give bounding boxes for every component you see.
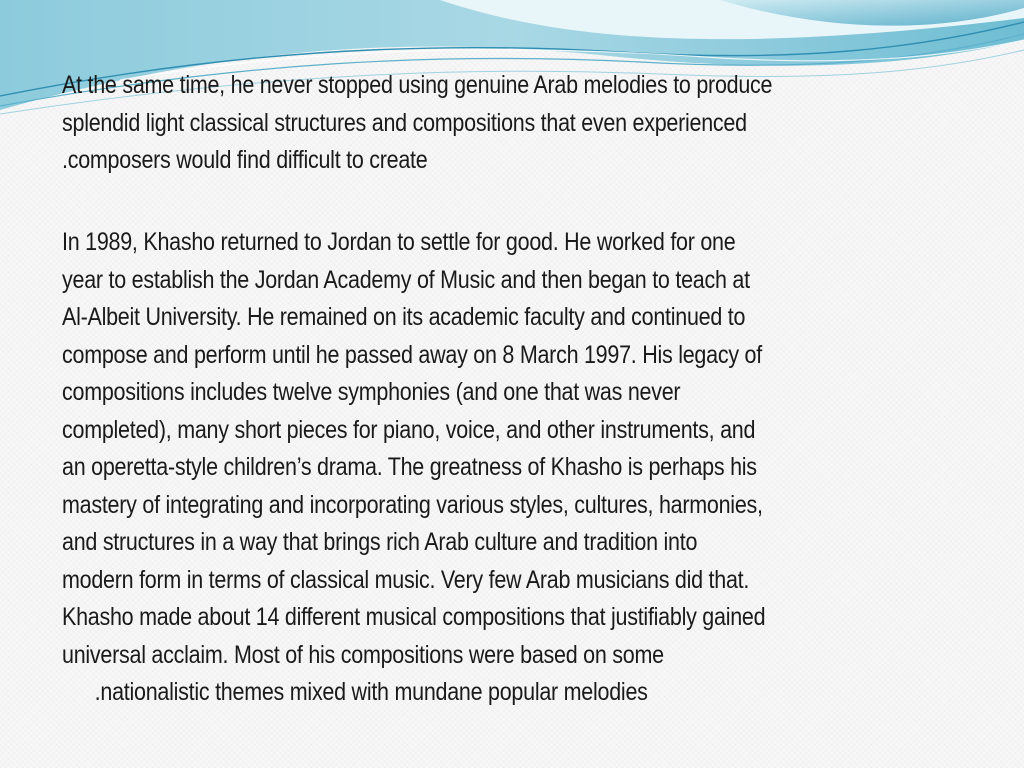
paragraph-2-line: an operetta-style children’s drama. The greatness of Khasho is perhaps his [62,453,757,481]
paragraph-2-line: completed), many short pieces for piano, voice, and other instruments, and [62,415,756,444]
paragraph-2 [62,224,939,712]
paragraph-2-line: modern form in terms of classical music. Very few Arab musicians did that. [62,565,750,594]
paragraph-2-line: mastery of integrating and incorporating various styles, cultures, harmonies, [62,490,763,519]
paragraph-1-line: .composers would find difficult to create [62,146,428,174]
paragraph-2-line: compose and perform until he passed away on 8 March 1997. His legacy of [62,340,762,369]
paragraph-1-line: At the same time, he never stopped using genuine Arab melodies to produce [62,71,773,99]
paragraph-1 [62,67,939,180]
paragraph-2-line: universal acclaim. Most of his compositions were based on some [62,640,664,669]
paragraph-2-line: In 1989, Khasho returned to Jordan to settle for good. He worked for one [62,228,736,256]
paragraph-2-line: .nationalistic themes mixed with mundane popular melodies [94,678,648,706]
paragraph-2-line: year to establish the Jordan Academy of Music and then began to teach at [62,265,750,294]
paragraph-2-line: compositions includes twelve symphonies (and one that was never [62,378,681,406]
paragraph-2-line: Al-Albeit University. He remained on its academic faculty and continued to [62,303,746,331]
paragraph-1-line: splendid light classical structures and compositions that even experienced [62,108,747,137]
paragraph-2-line: Khasho made about 14 different musical compositions that justifiably gained [62,603,766,631]
paragraph-2-line: and structures in a way that brings rich Arab culture and tradition into [62,528,698,556]
